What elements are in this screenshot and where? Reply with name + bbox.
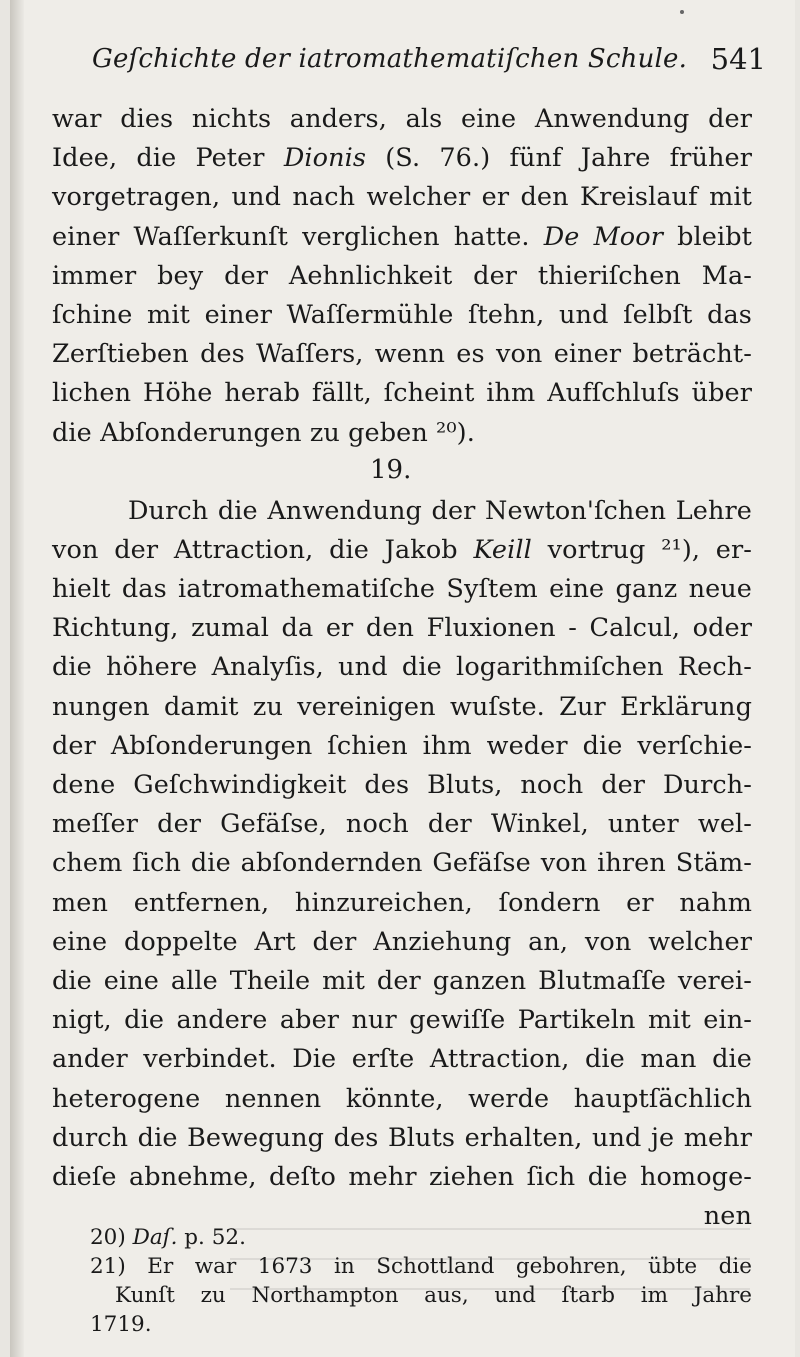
text-line: von der Attraction, die Jakob Keill vortrug ²¹), er- [52,534,753,565]
footnote-line: 21) Er war 1673 in Schottland gebohren, übte die [90,1254,752,1279]
running-title: Geſchichte der iatromathematiſchen Schule. [92,44,688,74]
text-line: einer Waſſerkunſt verglichen hatte. De Moor bleibt [52,221,752,252]
catchword: nen [703,1201,752,1232]
text-line: war dies nichts anders, als eine Anwendung der [52,104,752,134]
text-line: dene Geſchwindigkeit des Bluts, noch der Durch- [52,770,752,800]
text-line: lichen Höhe herab fällt, ſcheint ihm Aufſchluſs über [52,378,752,409]
speck [680,10,684,14]
text-line: der Abſonderungen ſchien ihm weder die verſchie- [52,730,752,761]
text-line: meſſer der Gefäſse, noch der Winkel, unter wel- [52,809,752,840]
text-line: immer bey der Aehnlichkeit der thieriſchen Ma- [52,260,752,291]
text-line: Idee, die Peter Dionis (S. 76.) fünf Jahre früher [52,143,752,174]
page-number: 541 [710,42,766,76]
text-line: ander verbindet. Die erſte Attraction, die man die [52,1044,752,1075]
page-edge [10,0,24,1357]
body-text [52,100,752,1236]
text-line: nungen damit zu vereinigen wuſste. Zur Erklärung [52,691,752,722]
footnote-line: Kunſt zu Northampton aus, und ſtarb im Jahre [115,1283,752,1308]
text-line: durch die Bewegung des Bluts erhalten, und je mehr [52,1122,752,1153]
text-line: nigt, die andere aber nur gewiſſe Partikeln mit ein- [52,1005,752,1036]
text-line: die höhere Analyſis, und die logarithmiſchen Rech- [52,652,752,683]
running-header [92,44,772,84]
text-line: die eine alle Theile mit der ganzen Blutmaſſe verei- [52,965,752,996]
text-line: Zerſtieben des Waſſers, wenn es von einer beträcht- [52,339,752,370]
text-line: vorgetragen, und nach welcher er den Kreislauf mit [52,182,752,213]
footnote-line: 20) Daſ. p. 52. [90,1225,246,1250]
text-line: die Abſonderungen zu geben ²⁰). [52,417,475,448]
footnote-line: 1719. [90,1312,152,1337]
footnotes [90,1223,752,1339]
text-line: heterogene nennen könnte, werde hauptſächlich [52,1083,752,1114]
section-number: 19. [370,455,412,485]
text-line: Durch die Anwendung der Newton'ſchen Lehre [128,495,752,526]
text-line: hielt das iatromathematiſche Syſtem eine ganz neue [52,574,752,605]
text-line: Richtung, zumal da er den Fluxionen - Calcul, oder [52,613,752,644]
text-line: chem ſich die abſondernden Gefäſse von ihren Stäm- [52,848,752,879]
text-line: dieſe abnehme, deſto mehr ziehen ſich die homoge- [52,1161,752,1192]
text-line: eine doppelte Art der Anziehung an, von welcher [52,926,752,957]
text-line: men entfernen, hinzureichen, ſondern er nahm [52,887,752,918]
text-line: ſchine mit einer Waſſermühle ſtehn, und ſelbſt das [52,299,752,330]
